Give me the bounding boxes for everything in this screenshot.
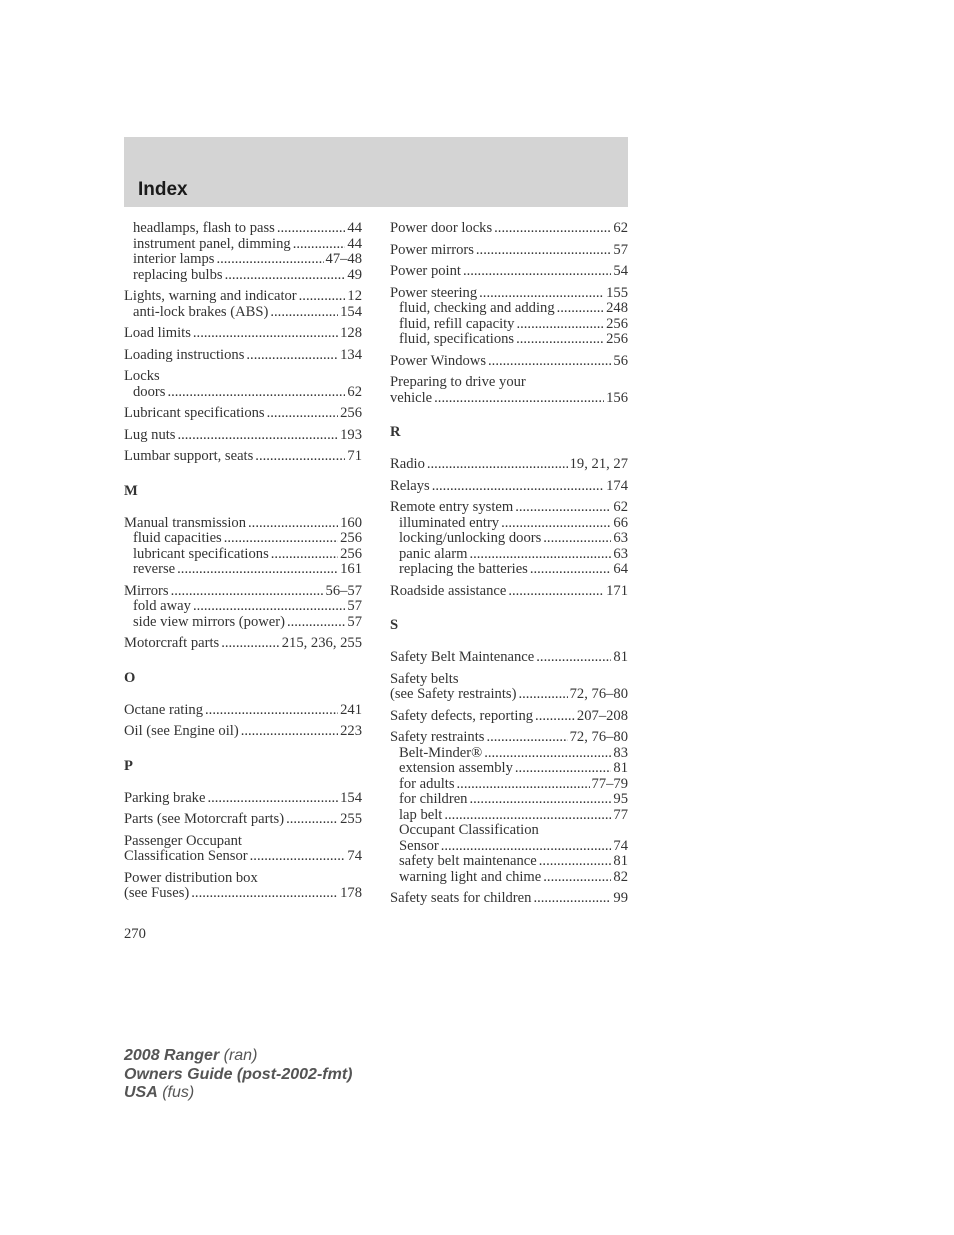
entry-text: Power mirrors (390, 241, 474, 258)
page-reference: 248 (606, 300, 628, 316)
page-reference: 57 (347, 598, 362, 614)
page-reference: 49 (347, 266, 362, 283)
page-reference: 63 (613, 530, 628, 546)
page-reference: 62 (347, 383, 362, 400)
entry-text: headlamps, flash to pass (133, 220, 275, 236)
index-entry (390, 500, 628, 578)
entry-text: doors (133, 383, 166, 400)
leader-dots (432, 479, 604, 495)
leader-dots (557, 301, 604, 317)
page-reference: 82 (613, 868, 628, 885)
leader-dots (516, 317, 604, 333)
header-band (124, 137, 628, 207)
footer-market: USA (124, 1084, 158, 1101)
section-letter: R (390, 424, 401, 440)
entry-text: Power distribution box (124, 869, 258, 886)
page-reference: 154 (340, 789, 362, 806)
page-reference: 12 (347, 288, 362, 304)
index-entry-line (124, 369, 362, 385)
index-subentry-line (124, 562, 362, 578)
entry-text: Classification Sensor (124, 848, 248, 864)
page-reference: 256 (606, 331, 628, 347)
index-subentry-line (390, 301, 628, 317)
entry-text: Lumbar support, seats (124, 448, 254, 464)
section-letter: O (124, 669, 136, 686)
page-reference: 256 (340, 405, 362, 421)
page-reference: 44 (347, 235, 362, 252)
page-reference: 256 (340, 530, 362, 546)
index-entry (390, 457, 628, 473)
index-entry (124, 724, 362, 740)
entry-text: Power point (390, 263, 461, 279)
leader-dots (221, 636, 280, 652)
index-subentry-line (390, 332, 628, 348)
entry-text: lubricant specifications (133, 545, 269, 562)
index-entry (124, 516, 362, 578)
index-subentry-line (390, 854, 628, 870)
index-subentry-line (124, 531, 362, 547)
leader-dots (469, 547, 611, 563)
leader-dots (293, 237, 346, 253)
index-entry (124, 791, 362, 807)
index-entry (390, 221, 628, 237)
entry-text: Power steering (390, 284, 478, 301)
leader-dots (543, 531, 611, 547)
leader-dots (518, 687, 567, 703)
leader-dots (444, 808, 611, 824)
section-letter: S (390, 617, 399, 633)
index-entry (390, 584, 628, 600)
page-reference: 171 (606, 582, 628, 599)
entry-text: fluid, refill capacity (399, 315, 515, 332)
index-subentry-line (124, 547, 362, 563)
index-entry-line (390, 221, 628, 237)
page-reference: 83 (613, 744, 628, 761)
leader-dots (193, 326, 338, 342)
leader-dots (191, 886, 338, 902)
page-reference: 62 (613, 220, 628, 236)
leader-dots (248, 516, 338, 532)
index-entry-line (124, 849, 362, 865)
index-subentry-line (390, 777, 628, 793)
leader-dots (193, 599, 345, 615)
entry-text: Power Windows (390, 352, 487, 369)
leader-dots (216, 252, 323, 268)
index-entry-line (124, 348, 362, 364)
page-reference: 54 (613, 263, 628, 279)
leader-dots (533, 891, 611, 907)
index-entry (124, 871, 362, 902)
index-entry (390, 650, 628, 666)
leader-dots (177, 428, 338, 444)
leader-dots (484, 746, 611, 762)
index-subentry-line (390, 761, 628, 777)
index-entry (124, 812, 362, 828)
entry-text: Locks (124, 368, 160, 384)
entry-text: Relays (390, 477, 430, 494)
footer-model: 2008 Ranger (124, 1047, 220, 1064)
leader-dots (539, 854, 612, 870)
index-entry-line (124, 636, 362, 652)
entry-text: Parts (see Motorcraft parts) (124, 811, 285, 827)
entry-text: reverse (133, 561, 176, 577)
entry-text: Preparing to drive your (390, 374, 526, 390)
index-entry-line (390, 709, 628, 725)
entry-text: Lubricant specifications (124, 405, 265, 421)
index-entry (124, 221, 362, 283)
page-reference: 44 (347, 220, 362, 236)
leader-dots (515, 761, 612, 777)
index-entry-line (390, 286, 628, 302)
index-entry-line (390, 687, 628, 703)
index-entry-line (124, 886, 362, 902)
entry-text: fluid capacities (133, 530, 222, 546)
entry-text: interior lamps (133, 251, 215, 267)
page-reference: 71 (347, 448, 362, 464)
entry-text: side view mirrors (power) (133, 613, 285, 630)
page-reference: 81 (613, 760, 628, 776)
entry-text: Occupant Classification (399, 822, 539, 838)
entry-text: Motorcraft parts (124, 635, 220, 651)
index-entry-line (124, 791, 362, 807)
page-title: Index (138, 179, 188, 200)
leader-dots (277, 221, 346, 237)
entry-text: (see Fuses) (124, 885, 190, 901)
index-subentry-line (390, 317, 628, 333)
page-reference: 63 (613, 545, 628, 562)
page-reference: 95 (613, 791, 628, 807)
page-reference: 56 (613, 352, 628, 369)
entry-text: safety belt maintenance (399, 853, 537, 869)
leader-dots (241, 724, 338, 740)
leader-dots (246, 348, 338, 364)
index-subentry-line (124, 237, 362, 253)
page-reference: 56–57 (325, 582, 362, 599)
index-subentry-line (390, 746, 628, 762)
entry-text: fold away (133, 598, 191, 614)
index-entry-line (124, 584, 362, 600)
entry-text: Safety defects, reporting (390, 707, 534, 724)
entry-text: Remote entry system (390, 499, 514, 515)
index-column-right (390, 221, 628, 913)
index-entry-line (390, 354, 628, 370)
index-entry (124, 584, 362, 631)
page-reference: 99 (613, 890, 628, 906)
leader-dots (516, 332, 604, 348)
index-entry-line (124, 406, 362, 422)
index-entry-line (124, 724, 362, 740)
page-reference: 81 (613, 853, 628, 869)
page-reference: 178 (340, 885, 362, 901)
footer (124, 1047, 352, 1103)
index-entry (124, 406, 362, 422)
entry-text: illuminated entry (399, 514, 500, 531)
page-reference: 241 (340, 701, 362, 718)
index-entry-line (390, 457, 628, 473)
index-column-left (124, 221, 362, 908)
leader-dots (171, 584, 324, 600)
leader-dots (207, 791, 338, 807)
leader-dots (543, 870, 611, 886)
entry-text: Lug nuts (124, 426, 176, 443)
leader-dots (486, 730, 567, 746)
entry-text: anti-lock brakes (ABS) (133, 303, 269, 320)
page-reference: 255 (340, 811, 362, 827)
entry-text: Mirrors (124, 582, 169, 599)
entry-text: replacing bulbs (133, 266, 223, 283)
entry-text: lap belt (399, 806, 443, 823)
entry-text: vehicle (390, 389, 433, 406)
page-reference: 77–79 (591, 775, 628, 792)
page-reference: 161 (340, 561, 362, 577)
entry-text: Safety restraints (390, 729, 485, 745)
index-subentry-line (124, 221, 362, 237)
page-reference: 207–208 (576, 707, 628, 724)
section-letter: P (124, 757, 133, 774)
index-subentry-line (390, 792, 628, 808)
index-entry-line (390, 479, 628, 495)
leader-dots (250, 849, 346, 865)
index-subentry-line (124, 252, 362, 268)
index-entry-line (124, 516, 362, 532)
index-entry (390, 243, 628, 259)
leader-dots (508, 584, 604, 600)
index-entry-line (390, 672, 628, 688)
index-subentry-line (390, 531, 628, 547)
index-entry-line (124, 871, 362, 887)
index-subentry-line (124, 305, 362, 321)
index-entry-line (124, 449, 362, 465)
page-reference: 156 (606, 389, 628, 406)
index-subentry-line (124, 599, 362, 615)
entry-text: Safety Belt Maintenance (390, 649, 535, 665)
leader-dots (205, 703, 338, 719)
page-reference: 74 (613, 837, 628, 854)
leader-dots (479, 286, 604, 302)
page-reference: 160 (340, 514, 362, 531)
index-entry-line (390, 500, 628, 516)
leader-dots (501, 516, 611, 532)
entry-text: fluid, checking and adding (399, 300, 555, 316)
leader-dots (286, 812, 338, 828)
leader-dots (434, 391, 604, 407)
entry-text: for children (399, 791, 468, 807)
index-entry (390, 479, 628, 495)
entry-text: panic alarm (399, 545, 468, 562)
entry-text: for adults (399, 775, 455, 792)
entry-text: Sensor (399, 837, 439, 854)
entry-text: Load limits (124, 325, 191, 341)
leader-dots (535, 709, 575, 725)
entry-text: extension assembly (399, 760, 513, 776)
index-entry (124, 428, 362, 444)
leader-dots (177, 562, 338, 578)
entry-text: Roadside assistance (390, 582, 507, 599)
entry-text: warning light and chime (399, 868, 542, 885)
index-entry (124, 834, 362, 865)
leader-dots (488, 354, 611, 370)
entry-text: Octane rating (124, 701, 204, 718)
index-entry-line (124, 834, 362, 850)
leader-dots (494, 221, 611, 237)
entry-text: Safety seats for children (390, 890, 532, 906)
page-reference: 223 (340, 723, 362, 739)
page-reference: 256 (340, 545, 362, 562)
index-entry (390, 264, 628, 280)
entry-text: Power door locks (390, 220, 493, 236)
index-entry-line (124, 428, 362, 444)
leader-dots (469, 792, 611, 808)
index-subentry-line (390, 562, 628, 578)
entry-text: Passenger Occupant (124, 832, 242, 849)
leader-dots (225, 268, 346, 284)
index-entry (390, 709, 628, 725)
index-entry (390, 375, 628, 406)
page-reference: 64 (613, 561, 628, 577)
page-reference: 154 (340, 303, 362, 320)
leader-dots (515, 500, 611, 516)
page-reference: 57 (613, 241, 628, 258)
leader-dots (255, 449, 345, 465)
index-entry (390, 286, 628, 348)
page-reference: 72, 76–80 (569, 729, 628, 745)
leader-dots (299, 289, 346, 305)
index-subentry-line (390, 823, 628, 839)
index-entry (124, 449, 362, 465)
page-reference: 256 (606, 315, 628, 332)
index-entry (124, 326, 362, 342)
leader-dots (530, 562, 612, 578)
leader-dots (267, 406, 338, 422)
entry-text: Oil (see Engine oil) (124, 723, 239, 739)
index-entry-line (390, 584, 628, 600)
leader-dots (224, 531, 338, 547)
entry-text: replacing the batteries (399, 561, 528, 577)
entry-text: Radio (390, 456, 425, 472)
index-subentry-line (390, 547, 628, 563)
index-entry-line (390, 730, 628, 746)
entry-text: Parking brake (124, 789, 206, 806)
entry-text: Belt-Minder® (399, 744, 483, 761)
page-reference: 155 (606, 284, 628, 301)
index-subentry-line (124, 268, 362, 284)
page-number: 270 (124, 926, 146, 942)
index-entry (124, 289, 362, 320)
footer-market-code: (fus) (157, 1084, 195, 1101)
index-entry (390, 354, 628, 370)
entry-text: Manual transmission (124, 514, 247, 531)
entry-text: Lights, warning and indicator (124, 288, 297, 304)
index-subentry-line (124, 615, 362, 631)
page-reference: 128 (340, 325, 362, 341)
index-subentry-line (390, 870, 628, 886)
page-reference: 62 (613, 499, 628, 515)
entry-text: Safety belts (390, 670, 459, 687)
page-reference: 72, 76–80 (569, 686, 628, 702)
leader-dots (457, 777, 590, 793)
leader-dots (271, 547, 338, 563)
entry-text: instrument panel, dimming (133, 235, 291, 252)
index-subentry-line (124, 385, 362, 401)
entry-text: fluid, specifications (399, 331, 515, 347)
index-entry (124, 348, 362, 364)
footer-guide: Owners Guide (post-2002-fmt) (124, 1065, 353, 1083)
index-entry-line (124, 289, 362, 305)
entry-text: (see Safety restraints) (390, 686, 517, 702)
page-reference: 19, 21, 27 (569, 456, 628, 472)
leader-dots (536, 650, 611, 666)
index-entry (124, 703, 362, 719)
index-entry-line (124, 326, 362, 342)
index-entry-line (390, 375, 628, 391)
entry-text: Loading instructions (124, 346, 245, 363)
leader-dots (463, 264, 611, 280)
page-reference: 66 (613, 514, 628, 531)
leader-dots (427, 457, 568, 473)
index-entry-line (390, 891, 628, 907)
index-entry (124, 636, 362, 652)
index-entry-line (124, 812, 362, 828)
page-reference: 134 (340, 346, 362, 363)
leader-dots (270, 305, 338, 321)
index-entry (124, 369, 362, 400)
index-entry-line (390, 243, 628, 259)
leader-dots (476, 243, 612, 259)
leader-dots (441, 839, 612, 855)
section-letter: M (124, 482, 138, 499)
index-subentry-line (390, 516, 628, 532)
index-entry-line (124, 703, 362, 719)
page-reference: 81 (613, 649, 628, 665)
page-reference: 57 (347, 613, 362, 630)
index-entry-line (390, 391, 628, 407)
index-entry (390, 730, 628, 885)
index-subentry-line (390, 808, 628, 824)
index-entry-line (390, 264, 628, 280)
leader-dots (287, 615, 345, 631)
page-reference: 47–48 (325, 251, 362, 267)
entry-text: locking/unlocking doors (399, 530, 542, 546)
page-reference: 74 (347, 848, 362, 864)
page-reference: 77 (613, 806, 628, 823)
index-subentry-line (390, 839, 628, 855)
leader-dots (167, 385, 345, 401)
page-reference: 193 (340, 426, 362, 443)
index-entry (390, 891, 628, 907)
footer-model-code: (ran) (219, 1047, 258, 1064)
index-entry (390, 672, 628, 703)
page-reference: 174 (606, 477, 628, 494)
index-entry-line (390, 650, 628, 666)
page-reference: 215, 236, 255 (281, 635, 362, 651)
